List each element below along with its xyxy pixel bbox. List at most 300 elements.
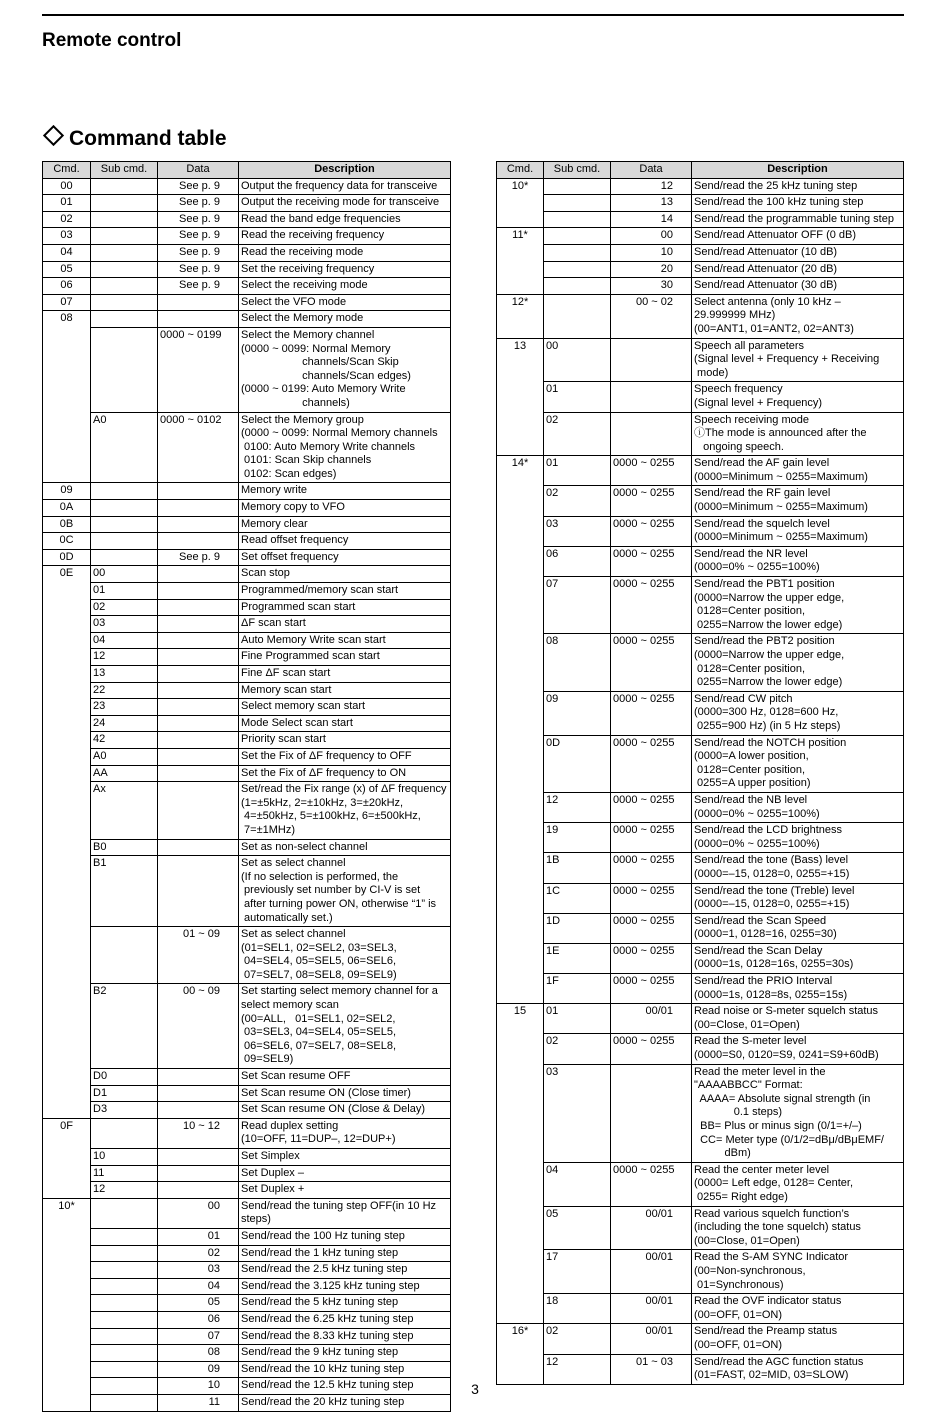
table-row <box>497 1294 904 1324</box>
data-cell: 0000 ~ 0255 <box>611 456 692 486</box>
description-cell: Read offset frequency <box>239 533 451 550</box>
subcmd-cell: 10 <box>91 1149 158 1166</box>
table-row <box>497 1250 904 1294</box>
data-cell <box>611 1064 692 1162</box>
subcmd-cell <box>91 1361 158 1378</box>
data-cell: 01 ~ 09 <box>158 927 239 984</box>
data-cell <box>158 782 239 839</box>
description-cell: Send/read the squelch level (0000=Minimum ~ 0255=Maximum) <box>692 516 904 546</box>
subcmd-cell: 11 <box>91 1165 158 1182</box>
data-cell <box>158 616 239 633</box>
cmd-cell <box>497 691 544 735</box>
diamond-icon <box>43 125 64 146</box>
data-cell <box>158 632 239 649</box>
data-cell: 04 <box>158 1278 239 1295</box>
data-cell: 03 <box>158 1262 239 1279</box>
description-cell: Send/read CW pitch (0000=300 Hz, 0128=600 Hz, 0255=900 Hz) (in 5 Hz steps) <box>692 691 904 735</box>
table-row <box>43 1118 451 1148</box>
cmd-cell <box>497 883 544 913</box>
table-row <box>43 278 451 295</box>
command-table-left <box>42 161 451 1412</box>
subcmd-cell <box>544 261 611 278</box>
table-row <box>43 1245 451 1262</box>
data-cell: 0000 ~ 0255 <box>611 691 692 735</box>
subcmd-cell <box>91 1228 158 1245</box>
data-cell: 09 <box>158 1361 239 1378</box>
description-cell: Send/read the 20 kHz tuning step <box>239 1394 451 1411</box>
subcmd-cell: D0 <box>91 1069 158 1086</box>
table-row <box>497 577 904 634</box>
data-cell: 10 ~ 12 <box>158 1118 239 1148</box>
description-cell: Speech receiving mode ⓘThe mode is announced after the ongoing speech. <box>692 412 904 456</box>
cmd-cell <box>497 1206 544 1250</box>
cmd-cell <box>497 634 544 691</box>
cmd-cell <box>497 1294 544 1324</box>
cmd-cell: 0D <box>43 549 91 566</box>
description-cell: Set as select channel (If no selection is performed, the previously set number by CI-V is set after turning power ON, otherwise “1” is automatically set.) <box>239 856 451 927</box>
table-row <box>43 1085 451 1102</box>
subcmd-cell <box>91 1262 158 1279</box>
table-row <box>497 195 904 212</box>
command-table-right <box>496 161 904 1385</box>
table-row <box>43 178 451 195</box>
table-row <box>43 748 451 765</box>
cmd-cell: 05 <box>43 261 91 278</box>
subcmd-cell <box>91 327 158 412</box>
data-cell: 02 <box>158 1245 239 1262</box>
description-cell: Select antenna (only 10 kHz – 29.999999 MHz) (00=ANT1, 01=ANT2, 02=ANT3) <box>692 294 904 338</box>
subcmd-cell <box>91 1198 158 1228</box>
table-row <box>497 228 904 245</box>
subcmd-cell: 1C <box>544 883 611 913</box>
data-cell <box>158 583 239 600</box>
cmd-cell <box>497 792 544 822</box>
data-cell <box>158 294 239 311</box>
cmd-cell <box>43 1165 91 1182</box>
cmd-cell <box>497 278 544 295</box>
table-row <box>43 1182 451 1199</box>
table-row <box>43 839 451 856</box>
description-cell: Send/read the AGC function status (01=FAST, 02=MID, 03=SLOW) <box>692 1354 904 1384</box>
cmd-cell <box>43 1069 91 1086</box>
description-cell: Send/read the LCD brightness (0000=0% ~ 0255=100%) <box>692 823 904 853</box>
table-row <box>497 943 904 973</box>
cmd-cell: 16* <box>497 1324 544 1354</box>
description-cell: Read the OVF indicator status (00=OFF, 01=ON) <box>692 1294 904 1324</box>
subcmd-cell: 13 <box>91 666 158 683</box>
data-cell: See p. 9 <box>158 228 239 245</box>
table-row <box>43 1069 451 1086</box>
description-cell: Select the receiving mode <box>239 278 451 295</box>
subcmd-cell: 04 <box>544 1162 611 1206</box>
subcmd-cell: 06 <box>544 546 611 576</box>
table-row <box>43 699 451 716</box>
cmd-cell <box>43 583 91 600</box>
subcmd-cell: 05 <box>544 1206 611 1250</box>
subcmd-cell <box>544 294 611 338</box>
cmd-cell <box>497 1250 544 1294</box>
data-cell: 00/01 <box>611 1206 692 1250</box>
data-cell <box>158 748 239 765</box>
table-row <box>497 516 904 546</box>
cmd-cell: 01 <box>43 195 91 212</box>
cmd-cell <box>43 412 91 483</box>
table-row <box>43 599 451 616</box>
description-cell: Read the center meter level (0000= Left edge, 0128= Center, 0255= Right edge) <box>692 1162 904 1206</box>
description-cell: Read the S-AM SYNC Indicator (00=Non-synchronous, 01=Synchronous) <box>692 1250 904 1294</box>
description-cell: Speech frequency (Signal level + Frequency) <box>692 382 904 412</box>
table-row <box>43 533 451 550</box>
description-cell: Set starting select memory channel for a select memory scan (00=ALL, 01=SEL1, 02=SEL2, 03=SEL3, 04=SEL4, 05=SEL5, 06=SEL6, 07=SEL7, 08=SEL8, 09=SEL9) <box>239 984 451 1069</box>
cmd-cell <box>497 244 544 261</box>
subcmd-cell: 18 <box>544 1294 611 1324</box>
table-header-row <box>43 162 451 179</box>
cmd-cell: 13 <box>497 338 544 382</box>
description-cell: Set Simplex <box>239 1149 451 1166</box>
table-row <box>43 682 451 699</box>
table-row <box>497 792 904 822</box>
table-row <box>43 483 451 500</box>
subcmd-cell: 01 <box>544 1004 611 1034</box>
subcmd-cell <box>544 178 611 195</box>
description-cell: Send/read the 100 Hz tuning step <box>239 1228 451 1245</box>
description-cell: Set as non-select channel <box>239 839 451 856</box>
table-row <box>43 1328 451 1345</box>
data-cell: 0000 ~ 0255 <box>611 634 692 691</box>
data-cell: 0000 ~ 0255 <box>611 883 692 913</box>
description-cell: Read the band edge frequencies <box>239 211 451 228</box>
table-row <box>497 178 904 195</box>
cmd-cell <box>497 1162 544 1206</box>
cmd-cell: 07 <box>43 294 91 311</box>
cmd-cell <box>497 1034 544 1064</box>
table-row <box>497 1206 904 1250</box>
subcmd-cell <box>91 533 158 550</box>
data-cell: 00/01 <box>611 1294 692 1324</box>
cmd-cell <box>43 599 91 616</box>
page-number: 3 <box>471 1381 479 1397</box>
data-cell <box>158 533 239 550</box>
subcmd-cell <box>544 244 611 261</box>
data-cell: 0000 ~ 0255 <box>611 943 692 973</box>
cmd-cell <box>43 616 91 633</box>
description-cell: Set Scan resume ON (Close timer) <box>239 1085 451 1102</box>
data-cell <box>158 1149 239 1166</box>
description-cell: Speech all parameters (Signal level + Frequency + Receiving mode) <box>692 338 904 382</box>
cmd-cell <box>43 748 91 765</box>
cmd-cell: 15 <box>497 1004 544 1034</box>
description-cell: Set Duplex + <box>239 1182 451 1199</box>
table-header-row <box>497 162 904 179</box>
table-row <box>43 1149 451 1166</box>
table-row <box>497 735 904 792</box>
subcmd-cell: 1E <box>544 943 611 973</box>
subcmd-cell: 19 <box>544 823 611 853</box>
cmd-cell: 02 <box>43 211 91 228</box>
table-row <box>497 412 904 456</box>
cmd-cell <box>497 382 544 412</box>
description-cell: Programmed/memory scan start <box>239 583 451 600</box>
data-cell: 07 <box>158 1328 239 1345</box>
description-cell: Set the Fix of ΔF frequency to OFF <box>239 748 451 765</box>
table-row <box>43 765 451 782</box>
data-cell: 00 <box>611 228 692 245</box>
cmd-cell <box>43 1262 91 1279</box>
table-row <box>43 732 451 749</box>
data-cell <box>158 1165 239 1182</box>
table-row <box>43 412 451 483</box>
description-cell: Set Scan resume ON (Close & Delay) <box>239 1102 451 1119</box>
data-cell <box>611 338 692 382</box>
description-cell: Priority scan start <box>239 732 451 749</box>
table-row <box>43 984 451 1069</box>
data-cell: 00/01 <box>611 1250 692 1294</box>
table-row <box>43 1165 451 1182</box>
cmd-cell: 12* <box>497 294 544 338</box>
data-cell <box>158 566 239 583</box>
table-row <box>497 261 904 278</box>
subcmd-cell: 08 <box>544 634 611 691</box>
table-row <box>497 294 904 338</box>
data-cell <box>158 699 239 716</box>
table-row <box>43 583 451 600</box>
data-cell <box>158 765 239 782</box>
cmd-cell <box>43 1311 91 1328</box>
data-cell: See p. 9 <box>158 195 239 212</box>
subcmd-cell <box>544 278 611 295</box>
data-cell: 05 <box>158 1295 239 1312</box>
subcmd-cell: 00 <box>544 338 611 382</box>
cmd-cell <box>43 1245 91 1262</box>
data-cell: 01 ~ 03 <box>611 1354 692 1384</box>
cmd-cell <box>43 1328 91 1345</box>
data-cell: 20 <box>611 261 692 278</box>
cmd-cell: 0E <box>43 566 91 583</box>
subcmd-cell: 12 <box>544 1354 611 1384</box>
data-cell: 0000 ~ 0255 <box>611 1162 692 1206</box>
subcmd-cell: A0 <box>91 748 158 765</box>
cmd-cell <box>497 261 544 278</box>
data-cell: 00 ~ 02 <box>611 294 692 338</box>
data-cell <box>158 839 239 856</box>
data-cell <box>158 682 239 699</box>
data-cell <box>158 1085 239 1102</box>
table-row <box>43 549 451 566</box>
cmd-cell: 06 <box>43 278 91 295</box>
table-row <box>497 1354 904 1384</box>
description-cell: Read various squelch function’s (including the tone squelch) status (00=Close, 01=Open) <box>692 1206 904 1250</box>
data-cell: 0000 ~ 0255 <box>611 516 692 546</box>
description-cell: Programmed scan start <box>239 599 451 616</box>
description-cell: Read noise or S-meter squelch status (00=Close, 01=Open) <box>692 1004 904 1034</box>
subcmd-cell: 0D <box>544 735 611 792</box>
cmd-cell <box>497 412 544 456</box>
description-cell: Send/read the 1 kHz tuning step <box>239 1245 451 1262</box>
cmd-cell <box>497 735 544 792</box>
table-row <box>43 261 451 278</box>
table-row <box>43 566 451 583</box>
subcmd-cell <box>91 1311 158 1328</box>
col-header-cmd: Cmd. <box>497 162 544 179</box>
description-cell: Set the receiving frequency <box>239 261 451 278</box>
cmd-cell <box>497 1064 544 1162</box>
subcmd-cell <box>91 1278 158 1295</box>
data-cell: 0000 ~ 0255 <box>611 546 692 576</box>
cmd-cell <box>43 632 91 649</box>
description-cell: Send/read the Preamp status (00=OFF, 01=ON) <box>692 1324 904 1354</box>
description-cell: Memory copy to VFO <box>239 500 451 517</box>
description-cell: Mode Select scan start <box>239 715 451 732</box>
data-cell: 10 <box>611 244 692 261</box>
cmd-cell: 03 <box>43 228 91 245</box>
data-cell: 0000 ~ 0199 <box>158 327 239 412</box>
subcmd-cell: 01 <box>91 583 158 600</box>
table-row <box>497 546 904 576</box>
data-cell: 0000 ~ 0255 <box>611 735 692 792</box>
description-cell: Set/read the Fix range (x) of ΔF frequency (1=±5kHz, 2=±10kHz, 3=±20kHz, 4=±50kHz, 5=±100kHz, 6=±500kHz, 7=±1MHz) <box>239 782 451 839</box>
cmd-cell <box>497 577 544 634</box>
cmd-cell <box>43 1278 91 1295</box>
subcmd-cell <box>544 228 611 245</box>
cmd-cell <box>43 1228 91 1245</box>
description-cell: Send/read Attenuator (30 dB) <box>692 278 904 295</box>
cmd-cell <box>43 715 91 732</box>
data-cell: See p. 9 <box>158 278 239 295</box>
description-cell: Send/read Attenuator OFF (0 dB) <box>692 228 904 245</box>
description-cell: Send/read the 100 kHz tuning step <box>692 195 904 212</box>
subcmd-cell: 01 <box>544 382 611 412</box>
cmd-cell <box>497 823 544 853</box>
subcmd-cell: 00 <box>91 566 158 583</box>
data-cell <box>158 715 239 732</box>
description-cell: Fine ΔF scan start <box>239 666 451 683</box>
table-row <box>43 195 451 212</box>
description-cell: Send/read the 8.33 kHz tuning step <box>239 1328 451 1345</box>
description-cell: Send/read the 2.5 kHz tuning step <box>239 1262 451 1279</box>
description-cell: Send/read the PBT2 position (0000=Narrow the upper edge, 0128=Center position, 0255=Narrow the lower edge) <box>692 634 904 691</box>
description-cell: Send/read the Scan Delay (0000=1s, 0128=16s, 0255=30s) <box>692 943 904 973</box>
cmd-cell <box>497 195 544 212</box>
subcmd-cell: 02 <box>544 412 611 456</box>
data-cell <box>158 856 239 927</box>
description-cell: Send/read the 3.125 kHz tuning step <box>239 1278 451 1295</box>
data-cell <box>158 1182 239 1199</box>
data-cell: 0000 ~ 0255 <box>611 974 692 1004</box>
description-cell: ΔF scan start <box>239 616 451 633</box>
table-row <box>43 856 451 927</box>
table-row <box>497 1162 904 1206</box>
cmd-cell: 00 <box>43 178 91 195</box>
subcmd-cell <box>91 178 158 195</box>
data-cell <box>158 599 239 616</box>
cmd-cell <box>43 666 91 683</box>
table-row <box>43 1311 451 1328</box>
description-cell: Read the receiving mode <box>239 244 451 261</box>
data-cell: 00/01 <box>611 1324 692 1354</box>
description-cell: Scan stop <box>239 566 451 583</box>
subcmd-cell: 42 <box>91 732 158 749</box>
description-cell: Send/read the Scan Speed (0000=1, 0128=16, 0255=30) <box>692 913 904 943</box>
data-cell: 10 <box>158 1378 239 1395</box>
description-cell: Send/read the PBT1 position (0000=Narrow the upper edge, 0128=Center position, 0255=Narrow the lower edge) <box>692 577 904 634</box>
description-cell: Fine Programmed scan start <box>239 649 451 666</box>
col-header-cmd: Cmd. <box>43 162 91 179</box>
description-cell: Set the Fix of ΔF frequency to ON <box>239 765 451 782</box>
description-cell: Send/read the 25 kHz tuning step <box>692 178 904 195</box>
description-cell: Send/read Attenuator (20 dB) <box>692 261 904 278</box>
subcmd-cell <box>91 1295 158 1312</box>
table-row <box>43 649 451 666</box>
description-cell: Send/read the AF gain level (0000=Minimum ~ 0255=Maximum) <box>692 456 904 486</box>
data-cell: 00 <box>158 1198 239 1228</box>
description-cell: Read duplex setting (10=OFF, 11=DUP–, 12=DUP+) <box>239 1118 451 1148</box>
subcmd-cell: 02 <box>544 1324 611 1354</box>
description-cell: Output the receiving mode for transceive <box>239 195 451 212</box>
subcmd-cell: 1B <box>544 853 611 883</box>
description-cell: Set as select channel (01=SEL1, 02=SEL2, 03=SEL3, 04=SEL4, 05=SEL5, 06=SEL6, 07=SEL7, 08=SEL8, 09=SEL9) <box>239 927 451 984</box>
description-cell: Read the receiving frequency <box>239 228 451 245</box>
description-cell: Send/read the 9 kHz tuning step <box>239 1345 451 1362</box>
table-row <box>43 294 451 311</box>
table-row <box>497 456 904 486</box>
description-cell: Set Duplex – <box>239 1165 451 1182</box>
description-cell: Send/read the NOTCH position (0000=A lower position, 0128=Center position, 0255=A upper position) <box>692 735 904 792</box>
subcmd-cell <box>91 483 158 500</box>
cmd-cell <box>43 984 91 1069</box>
description-cell: Send/read the 5 kHz tuning step <box>239 1295 451 1312</box>
cmd-cell <box>43 649 91 666</box>
description-cell: Send/read the PRIO Interval (0000=1s, 0128=8s, 0255=15s) <box>692 974 904 1004</box>
data-cell: 0000 ~ 0255 <box>611 792 692 822</box>
subcmd-cell: AA <box>91 765 158 782</box>
description-cell: Set Scan resume OFF <box>239 1069 451 1086</box>
description-cell: Send/read the tone (Bass) level (0000=–15, 0128=0, 0255=+15) <box>692 853 904 883</box>
description-cell: Select the Memory channel (0000 ~ 0099: Normal Memory channels/Scan Skip channels/Scan edges) (0000 ~ 0199: Auto Memory Write channels) <box>239 327 451 412</box>
data-cell: 14 <box>611 211 692 228</box>
table-row <box>497 883 904 913</box>
subcmd-cell <box>91 244 158 261</box>
subcmd-cell: 02 <box>544 486 611 516</box>
cmd-cell <box>43 732 91 749</box>
table-row <box>43 632 451 649</box>
data-cell: 13 <box>611 195 692 212</box>
cmd-cell <box>43 682 91 699</box>
data-cell: See p. 9 <box>158 244 239 261</box>
subcmd-cell <box>91 516 158 533</box>
col-header-sub: Sub cmd. <box>544 162 611 179</box>
subcmd-cell: D1 <box>91 1085 158 1102</box>
data-cell: See p. 9 <box>158 178 239 195</box>
table-row <box>497 338 904 382</box>
table-row <box>43 500 451 517</box>
subcmd-cell: 17 <box>544 1250 611 1294</box>
cmd-cell <box>43 765 91 782</box>
table-row <box>497 853 904 883</box>
data-cell: 0000 ~ 0102 <box>158 412 239 483</box>
cmd-cell <box>43 856 91 927</box>
subcmd-cell <box>91 1118 158 1148</box>
table-row <box>43 1262 451 1279</box>
description-cell: Send/read the programmable tuning step <box>692 211 904 228</box>
subcmd-cell: A0 <box>91 412 158 483</box>
cmd-cell: 0A <box>43 500 91 517</box>
cmd-cell <box>497 943 544 973</box>
data-cell: 11 <box>158 1394 239 1411</box>
data-cell: 0000 ~ 0255 <box>611 823 692 853</box>
description-cell: Send/read the NB level (0000=0% ~ 0255=100%) <box>692 792 904 822</box>
subcmd-cell <box>91 195 158 212</box>
subcmd-cell <box>91 294 158 311</box>
